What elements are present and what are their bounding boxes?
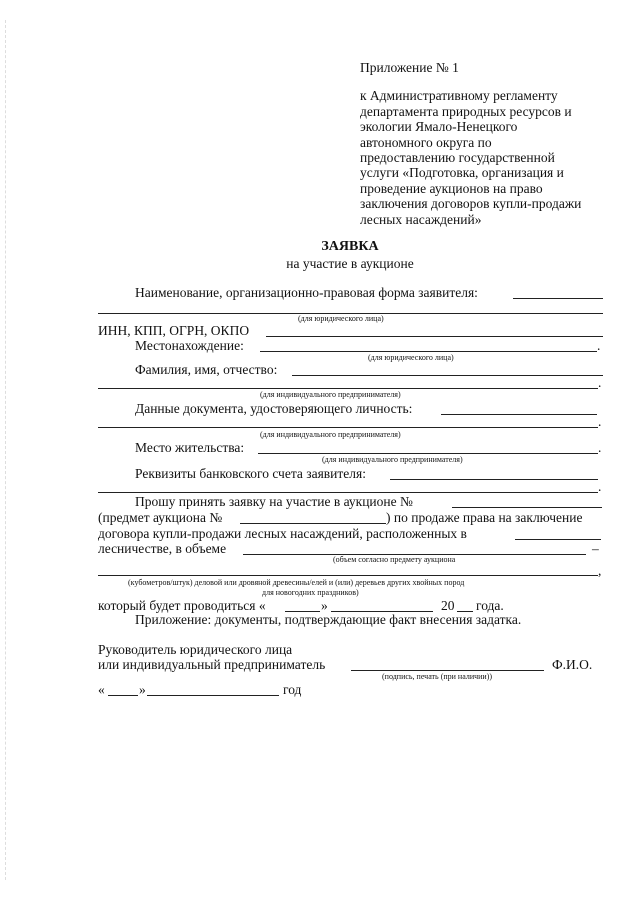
annex-line: лесных насаждений» [360, 211, 482, 227]
annex-line: предоставлению государственной [360, 150, 555, 166]
residence-label: Место жительства: [135, 440, 245, 455]
appendix-line: Приложение: документы, подтверждающие факт внесения задатка. [135, 612, 522, 627]
signature-field[interactable] [351, 670, 544, 671]
annex-line: автономного округа по [360, 134, 492, 150]
annex-line: экологии Ямало-Ненецкого [360, 119, 518, 135]
sign-year: год [283, 682, 302, 697]
ids-label: ИНН, КПП, ОГРН, ОКПО [98, 323, 250, 338]
request-line3: договора купли-продажи лесных насаждений, расположенных в [98, 526, 467, 541]
units-note: (кубометров/штук) деловой или дровяной древесины/елей и (или) деревьев других хвойных пород [128, 578, 465, 587]
date-year-prefix: 20 [441, 598, 455, 613]
annex-line: к Административному регламенту [360, 88, 558, 104]
signature-line2: или индивидуальный предприниматель [98, 657, 326, 672]
annex-line: услуги «Подготовка, организация и [360, 165, 564, 181]
name-label: Наименование, организационно-правовая форма заявителя: [135, 285, 478, 300]
sign-date-open: « [98, 682, 105, 697]
doc-label: Данные документа, удостоверяющего личность: [135, 401, 413, 416]
date-end: года. [476, 598, 504, 613]
legal-entity-note: (для юридического лица) [298, 314, 384, 323]
auction-number-field[interactable] [452, 507, 602, 508]
signature-fio: Ф.И.О. [552, 657, 593, 672]
annex-line: департамента природных ресурсов и [360, 103, 572, 119]
ids-field[interactable] [266, 336, 603, 337]
sign-date-close: » [139, 682, 146, 697]
application-form-page: Приложение № 1 к Административному регламенту департамента природных ресурсов и экологии Ямало-Ненецкого автономного округа по предоставлению государственной услуги «Подготовка, организация и проведение аукционов на право заключения договоров купли-продажи лесных насаждений» ЗАЯВКА на участие в аукционе Наименование, организационно-правовая форма заявителя: (для юридического лица) ИНН, КПП, ОГРН, ОКПО Местонахождение: . (для юридического лица) Фамилия, имя, отчество: . (для индивидуального предпринимателя) Данные документа, удостоверяющего личность: . (для индивидуального предпринимателя) Место жительства: . (для индивидуального предпринимателя) Реквизиты банковского счета заявителя: . Прошу принять заявку на участие в аукционе № (предмет аукциона № ) по продаже права на заключение договора купли-продажи лесных насаждений, расположенных в лесничестве, в объеме – (объем согласно предмету аукциона , (кубометров/штук) деловой или дровяной древесины/елей и (или) деревьев других хвойных пород для новогодних праздников) который будет проводиться « » 20 года. Приложение: документы, подтверждающие факт внесения задатка. Руководитель юридического лица или индивидуальный предприниматель Ф.И.О. (подпись, печать (при наличии)) « » год [0, 0, 640, 905]
fio-field-line2[interactable] [98, 388, 598, 389]
doc-field-line2[interactable] [98, 427, 598, 428]
bank-field-line2[interactable] [98, 492, 598, 493]
location-field[interactable] [260, 351, 597, 352]
request-line2-start: (предмет аукциона № [98, 510, 223, 525]
form-subtitle: на участие в аукционе [286, 256, 414, 271]
request-line4-dash: – [592, 541, 599, 556]
ie-note-1: (для индивидуального предпринимателя) [260, 390, 401, 399]
signature-line1: Руководитель юридического лица [98, 642, 293, 657]
date-mid: » [321, 598, 328, 613]
ie-note-3: (для индивидуального предпринимателя) [322, 455, 463, 464]
scan-edge [5, 20, 6, 880]
annex-line: заключения договоров купли-продажи [360, 196, 582, 212]
lot-number-field[interactable] [240, 523, 386, 524]
holiday-note: для новогодних праздников) [262, 588, 359, 597]
doc-field[interactable] [441, 414, 597, 415]
forestry-field[interactable] [515, 539, 601, 540]
annex-block [360, 60, 610, 227]
volume-field-line2[interactable] [98, 575, 598, 576]
bank-label: Реквизиты банковского счета заявителя: [135, 466, 366, 481]
form-title: ЗАЯВКА [321, 239, 379, 254]
location-note: (для юридического лица) [368, 353, 454, 362]
fio-field[interactable] [292, 375, 603, 376]
request-line4: лесничестве, в объеме [98, 541, 227, 556]
annex-line: проведение аукционов на право [360, 180, 543, 196]
bank-field[interactable] [390, 479, 598, 480]
residence-field[interactable] [258, 453, 598, 454]
sign-day-field[interactable] [108, 695, 138, 696]
request-line2-end: ) по продаже права на заключение [386, 510, 583, 525]
fio-label: Фамилия, имя, отчество: [135, 362, 278, 377]
request-line1: Прошу принять заявку на участие в аукционе № [135, 494, 413, 509]
volume-note: (объем согласно предмету аукциона [333, 555, 456, 564]
location-label: Местонахождение: [135, 338, 244, 353]
signature-note: (подпись, печать (при наличии)) [382, 672, 493, 681]
date-start: который будет проводиться « [98, 598, 266, 613]
name-field[interactable] [513, 298, 603, 299]
annex-heading: Приложение № 1 [360, 60, 459, 75]
sign-month-field[interactable] [147, 695, 279, 696]
ie-note-2: (для индивидуального предпринимателя) [260, 430, 401, 439]
